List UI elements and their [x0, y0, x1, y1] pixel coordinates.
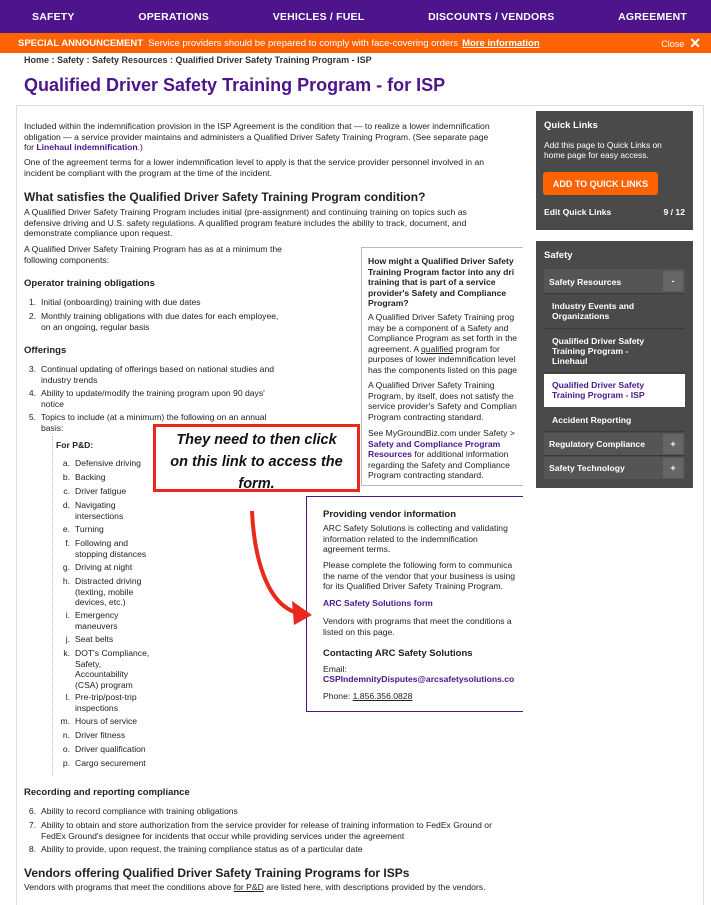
line: How might a Qualified Driver Safety: [368, 256, 514, 266]
arc-safety-solutions-form-link[interactable]: ARC Safety Solutions form: [323, 598, 433, 608]
line: Seat belts: [75, 634, 114, 644]
announcement-more-link[interactable]: More information: [462, 37, 540, 49]
line: ARC Safety Solutions is collecting and validating: [323, 523, 508, 533]
item-number: 8.: [28, 844, 36, 854]
quick-links-panel: [536, 111, 693, 230]
line: Backing: [75, 472, 106, 482]
providing-vendor-heading: Providing vendor information: [323, 509, 457, 520]
pd-list-rule: [52, 436, 54, 776]
item-text: [75, 744, 146, 755]
item-text: [75, 524, 104, 535]
line: may be a component of a Safety and: [368, 322, 509, 333]
pd-topic-item: [56, 634, 176, 645]
line: the name of the vendor that your business is using: [323, 570, 516, 581]
vendor-paragraph-1: [323, 523, 523, 555]
text: agreement. A: [368, 343, 422, 354]
sidebar-title: Safety: [544, 250, 573, 261]
item-text: Ability to provide, upon request, the training compliance status as of a particular date: [41, 844, 363, 854]
sidebar-item-label: Regulatory Compliance: [549, 439, 645, 449]
line: Add this page to Quick Links on: [544, 140, 662, 150]
text: program for: [453, 343, 500, 354]
linehaul-indemnification-link[interactable]: Linehaul indemnification: [36, 142, 138, 152]
item-letter: c.: [63, 486, 70, 496]
line: [368, 344, 523, 355]
sidebar-item-label: Safety Resources: [549, 277, 622, 287]
item-text: [41, 820, 492, 841]
quick-links-count: 9 / 12: [663, 207, 685, 217]
item-letter: e.: [62, 524, 70, 534]
pd-topic-item: [56, 744, 176, 755]
text: are listed here, with descriptions provided by the vendors.: [263, 882, 486, 892]
line: Driver qualification: [75, 744, 146, 754]
sidebar-item-regulatory-compliance[interactable]: [544, 433, 685, 456]
item-text: [75, 562, 132, 573]
item-number: 3.: [28, 364, 36, 374]
intro-paragraph-1: [24, 121, 490, 153]
top-nav: [0, 0, 711, 33]
line: demonstrate compliance upon request.: [24, 228, 173, 238]
pd-label: For P&D:: [56, 440, 94, 450]
sidebar-subitem-label: [552, 301, 634, 321]
item-letter: o.: [62, 744, 70, 754]
nav-agreement[interactable]: AGREEMENT: [618, 10, 687, 23]
announcement-text: Service providers should be prepared to comply with face-covering orders: [148, 37, 459, 49]
line: Please complete the following form to communica: [323, 560, 513, 570]
item-letter: d.: [62, 500, 70, 510]
sidebar-item-safety-technology[interactable]: [544, 457, 685, 479]
annotation-line: form.: [238, 476, 275, 492]
breadcrumb: Home : Safety : Safety Resources : Qualified Driver Safety Training Program - ISP: [24, 55, 372, 65]
expand-toggle[interactable]: +: [663, 458, 683, 478]
sidebar-subitem-label: [552, 336, 644, 366]
line: agreement terms.: [323, 544, 391, 554]
item-text: [75, 458, 141, 469]
line: Linehaul: [552, 356, 588, 366]
line: purposes of lower indemnification level: [368, 354, 516, 364]
item-number: 2.: [28, 311, 36, 321]
text: for additional information: [411, 449, 509, 459]
line: intersections: [75, 510, 124, 521]
line: Following and: [75, 538, 129, 548]
line: has the components listed on this page: [368, 364, 518, 375]
operator-heading: Operator training obligations: [24, 278, 155, 289]
collapse-toggle[interactable]: -: [663, 271, 683, 291]
item-letter: a.: [62, 458, 70, 468]
item-number: 7.: [28, 820, 36, 830]
line: maneuvers: [75, 620, 118, 631]
line: Program, by itself, does not satisfy the: [368, 390, 514, 401]
line: listed on this page.: [323, 626, 395, 637]
nav-safety[interactable]: SAFETY: [32, 10, 75, 23]
pd-topic-item: [56, 538, 176, 559]
info-box-title: [368, 256, 523, 309]
nav-vehicles-fuel[interactable]: VEHICLES / FUEL: [272, 10, 365, 23]
line: Vendors with programs that meet the conditions a: [323, 616, 512, 626]
for-pd-link[interactable]: for P&D: [233, 882, 264, 892]
line: service provider's Safety and Complian: [368, 401, 517, 411]
line: Qualified Driver Safety: [552, 380, 645, 390]
item-text: [75, 758, 146, 769]
what-paragraph-1: [24, 207, 467, 239]
line: on an ongoing, regular basis: [41, 321, 150, 332]
qualified-link[interactable]: qualified: [421, 343, 454, 354]
vendor-paragraph-3: [323, 616, 523, 637]
line: Emergency: [75, 610, 119, 620]
line: basis:: [41, 422, 64, 433]
item-letter: l.: [65, 692, 70, 702]
line: Distracted driving: [75, 576, 142, 586]
pd-topic-item: [56, 610, 176, 631]
line: Defensive driving: [75, 458, 141, 468]
item-text: [75, 500, 123, 521]
line: devices, etc.): [75, 597, 126, 607]
phone-label: Phone:: [323, 691, 353, 701]
annotation-callout: [153, 424, 360, 492]
safety-sidebar: [536, 241, 693, 488]
close-label: Close: [661, 38, 685, 49]
edit-quick-links-link[interactable]: Edit Quick Links: [544, 207, 612, 217]
annotation-arrow-icon: [240, 505, 320, 625]
intro-p2-line: One of the agreement terms for a lower indemnification level to apply is that the service provider personnel involved in an: [24, 157, 485, 167]
line: DOT's Compliance,: [75, 648, 150, 658]
item-letter: i.: [65, 610, 70, 620]
item-text: [41, 364, 274, 385]
line: FedEx Ground's designee for incidents that occur while providing services under the agreement: [41, 830, 405, 841]
line: home page for easy access.: [544, 150, 649, 160]
line: defensive driving and U.S. safety regulations. A qualified program feature includes the ability to track, document, and: [24, 217, 467, 228]
add-to-quick-links-button[interactable]: ADD TO QUICK LINKS: [543, 172, 658, 195]
item-letter: g.: [62, 562, 70, 572]
item-text: [75, 538, 146, 559]
line: inspections: [75, 702, 118, 713]
item-text: [75, 692, 137, 713]
text: .): [137, 142, 143, 152]
list-item: [22, 388, 322, 409]
sidebar-subitem-linehaul[interactable]: [544, 329, 685, 373]
safety-compliance-resources-link[interactable]: Safety and Compliance Program: [368, 438, 501, 449]
item-text: [75, 716, 137, 727]
sidebar-subitem-label: Accident Reporting: [552, 415, 632, 425]
line: regarding the Safety and Compliance: [368, 459, 510, 470]
info-box-paragraph-3: [368, 428, 523, 481]
line: Compliance Program as set forth in the: [368, 333, 518, 343]
line: information related to the indemnification: [323, 533, 478, 544]
item-number: 5.: [28, 412, 36, 422]
item-letter: j.: [65, 634, 70, 644]
item-text: [75, 634, 113, 645]
pd-topic-item: [56, 576, 176, 608]
vendors-heading: Vendors offering Qualified Driver Safety Training Programs for ISPs: [24, 866, 410, 880]
item-text: [75, 576, 141, 608]
item-letter: n.: [62, 730, 70, 740]
vendor-paragraph-2: [323, 560, 523, 592]
sidebar-subitem-isp-active[interactable]: [544, 374, 685, 407]
item-letter: p.: [62, 758, 70, 768]
line: Turning: [75, 524, 104, 534]
sidebar-item-safety-resources[interactable]: [544, 269, 685, 294]
line: industry trends: [41, 374, 98, 385]
line: Training Program - ISP: [552, 390, 645, 400]
pd-topic-item: [56, 758, 176, 769]
line: A Qualified Driver Safety Training: [368, 380, 495, 390]
item-text: Ability to record compliance with training obligations: [41, 806, 238, 816]
line: Pre-trip/post-trip: [75, 692, 137, 702]
pd-topic-item: [56, 692, 176, 713]
line: Cargo securement: [75, 758, 146, 768]
line: notice: [41, 398, 64, 409]
vendor-info-box: [306, 496, 523, 712]
list-item: [22, 311, 322, 332]
line: Program contracting standard.: [368, 411, 484, 422]
item-text: [41, 311, 278, 332]
vendors-text: [24, 882, 485, 893]
annotation-line: on this link to access the: [170, 454, 343, 470]
line: Program?: [368, 298, 409, 308]
item-number: 4.: [28, 388, 36, 398]
intro-p2-line: incident be compliant with the program at the time of the incident.: [24, 167, 272, 178]
text: Vendors with programs that meet the conditions above: [24, 882, 234, 892]
intro-p1-line: Included within the indemnification provision in the ISP Agreement is the condition that — to realize a lower indemnification: [24, 121, 490, 131]
quick-links-title: Quick Links: [544, 120, 598, 131]
item-letter: b.: [62, 472, 70, 482]
announcement-close-button[interactable]: [661, 35, 701, 52]
list-item: [22, 844, 522, 854]
resources-link[interactable]: Resources: [368, 449, 412, 459]
item-letter: m.: [60, 716, 70, 726]
line: Driving at night: [75, 562, 133, 572]
announcement-bar: [0, 33, 711, 53]
info-box-paragraph-1: [368, 312, 523, 375]
line: Driver fitness: [75, 730, 126, 740]
intro-p1-line: [24, 142, 490, 153]
line: for its Qualified Driver Safety Training Program.: [323, 581, 504, 591]
intro-p1-line: obligation — a service provider maintains and administers a Qualified Driver Safety Training Program. (See separate page: [24, 131, 489, 142]
pd-topic-item: [56, 562, 176, 573]
line: Program contracting standard.: [368, 470, 484, 480]
item-text: [75, 472, 106, 483]
close-icon: ✕: [689, 35, 701, 51]
info-box-paragraph-2: [368, 380, 523, 422]
line: Industry Events and: [552, 301, 635, 311]
line: Safety,: [75, 658, 102, 669]
phone-line: [323, 691, 412, 702]
line: Training Program -: [552, 346, 629, 356]
sidebar-subitem-industry-events[interactable]: [544, 295, 685, 329]
line: Qualified Driver Safety: [552, 336, 645, 346]
pd-topic-item: [56, 524, 176, 535]
pd-topic-item: [56, 648, 176, 690]
page-title: Qualified Driver Safety Training Program - for ISP: [24, 75, 446, 95]
email-label: Email:: [323, 664, 347, 674]
line: Monthly training obligations with due dates for each employee,: [41, 311, 279, 321]
pd-topic-item: [56, 716, 176, 727]
line: Hours of service: [75, 716, 138, 726]
intro-paragraph-2: [24, 157, 484, 178]
line: Training Program factor into any dri: [368, 266, 515, 277]
recording-heading: Recording and reporting compliance: [24, 787, 190, 798]
item-text: [41, 388, 265, 409]
item-text: [75, 486, 126, 497]
nav-operations[interactable]: OPERATIONS: [138, 10, 209, 23]
line: Organizations: [552, 311, 610, 321]
line: Accountability: [75, 669, 129, 679]
phone-link[interactable]: 1.856.356.0828: [352, 691, 413, 701]
pd-topic-item: [56, 730, 176, 741]
list-item: [22, 297, 322, 307]
quick-links-text: [544, 140, 662, 160]
line: Ability to obtain and store authorization from the service provider for release of training information to FedEx Ground or: [41, 820, 492, 830]
what-satisfies-heading: What satisfies the Qualified Driver Safety Training Program condition?: [24, 190, 426, 204]
sidebar-subitem-accident-reporting[interactable]: [544, 409, 685, 432]
item-number: 1.: [28, 297, 36, 307]
item-letter: h.: [62, 576, 70, 586]
expand-toggle[interactable]: +: [663, 434, 683, 454]
line: Topics to include (at a minimum) the following on an annual: [41, 412, 267, 422]
line: See MyGroundBiz.com under Safety >: [368, 428, 515, 438]
line: Continual updating of offerings based on national studies and: [41, 364, 275, 374]
line: (CSA) program: [75, 679, 133, 690]
offerings-heading: Offerings: [24, 345, 67, 356]
line: stopping distances: [75, 548, 147, 559]
list-item: [22, 364, 322, 385]
list-item: [22, 820, 542, 841]
line: Ability to update/modify the training program upon 90 days': [41, 388, 265, 398]
item-text: [75, 648, 149, 690]
line: Driver fatigue: [75, 486, 127, 496]
item-letter: k.: [63, 648, 70, 658]
line: following components:: [24, 254, 110, 265]
item-number: 6.: [28, 806, 36, 816]
sidebar-item-label: Safety Technology: [549, 463, 625, 473]
item-text: [75, 610, 118, 631]
line: Navigating: [75, 500, 116, 510]
item-text: Initial (onboarding) training with due dates: [41, 297, 201, 307]
line: A Qualified Driver Safety Training prog: [368, 312, 515, 322]
pd-topic-item: [56, 500, 176, 521]
line: A Qualified Driver Safety Training Program includes initial (pre-assignment) and continuing training on topics such as: [24, 207, 467, 217]
contacting-arc-heading: Contacting ARC Safety Solutions: [323, 648, 473, 659]
nav-discounts-vendors[interactable]: DISCOUNTS / VENDORS: [428, 10, 555, 23]
email-link[interactable]: CSPIndemnityDisputes@arcsafetysolutions.co: [323, 674, 515, 684]
line: training that is part of a service: [368, 277, 496, 287]
line: provider's Safety and Compliance: [368, 287, 507, 298]
announcement-label: SPECIAL ANNOUNCEMENT: [18, 37, 144, 49]
safety-compliance-info-box: [361, 247, 523, 486]
line: A Qualified Driver Safety Training Program has as at a minimum the: [24, 244, 282, 254]
item-text: [75, 730, 125, 741]
item-letter: f.: [65, 538, 70, 548]
text: for: [24, 142, 37, 152]
line: (texting, mobile: [75, 586, 134, 597]
list-item: [22, 806, 522, 816]
line: [368, 449, 523, 460]
annotation-line: They need to then click: [176, 432, 337, 448]
sidebar-subitem-label: [552, 380, 645, 400]
what-paragraph-2: [24, 244, 282, 265]
